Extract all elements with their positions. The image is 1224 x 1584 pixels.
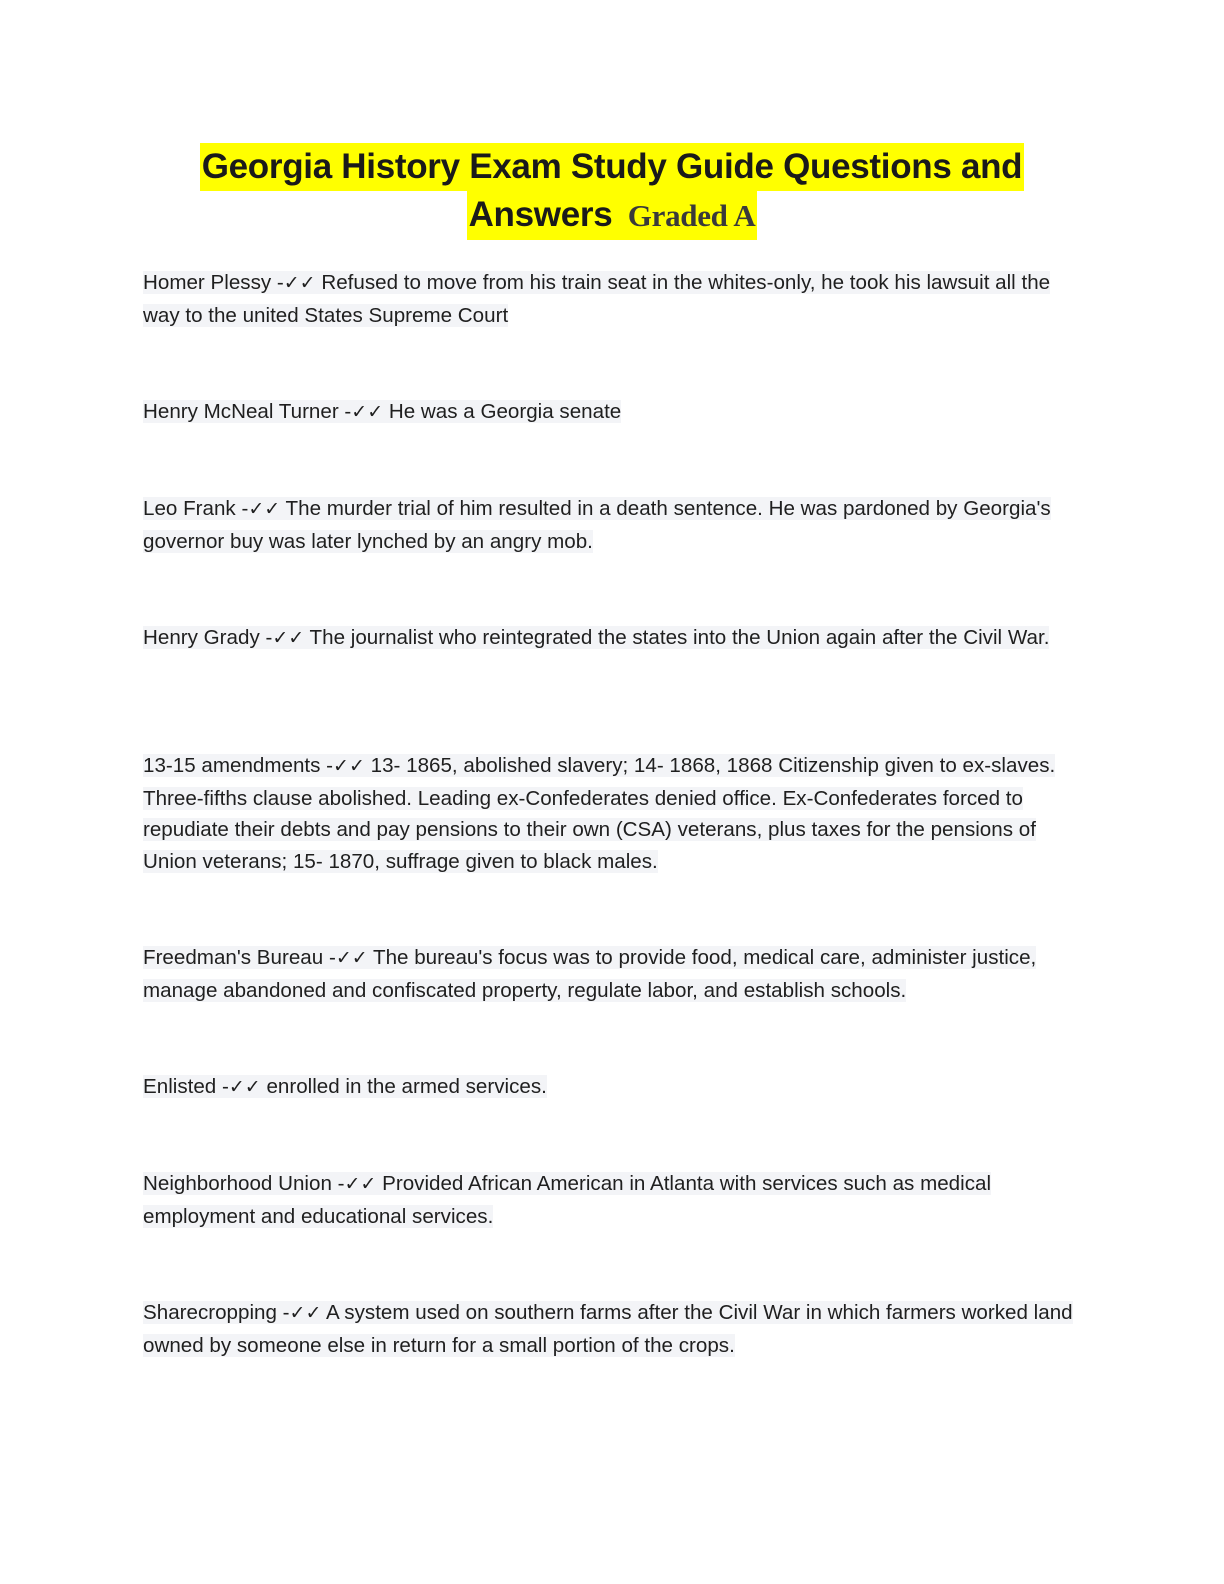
check-mark-icon: ✓✓ <box>289 1302 322 1324</box>
check-mark-icon: ✓✓ <box>351 401 384 423</box>
check-mark-icon: ✓✓ <box>283 272 316 294</box>
entry-term: Sharecropping <box>143 1301 277 1324</box>
entry-definition: The bureau's focus was to provide food, medical care, administer justice, manage abandoned and confiscated property, regulate labor, and establish schools. <box>143 946 1037 1002</box>
entry-separator: - <box>320 754 334 777</box>
entry-text <box>143 1301 1073 1357</box>
entry-definition: The journalist who reintegrated the states into the Union again after the Civil War. <box>309 626 1050 649</box>
entry-definition: A system used on southern farms after the Civil War in which farmers worked land owned by someone else in return for a small portion of the crops. <box>143 1301 1073 1357</box>
entry-text <box>143 946 1036 1002</box>
entry-text <box>143 754 1055 873</box>
check-mark-icon: ✓✓ <box>272 627 305 649</box>
entry-definition: 13- 1865, abolished slavery; 14- 1868, 1868 Citizenship given to ex-slaves. Three-fifths clause abolished. Leading ex-Confederates denied office. Ex-Confederates forced to repudiate their debts and pay pensions to their own (CSA) veterans, plus taxes for the pensions of Union veterans; 15- 1870, suffrage given to black males. <box>143 754 1056 873</box>
entry-henry-mcneal-turner <box>143 396 1073 429</box>
entry-separator: - <box>338 400 352 423</box>
entry-leo-frank <box>143 493 1073 557</box>
check-mark-icon: ✓✓ <box>344 1173 377 1195</box>
title-line-1: Georgia History Exam Study Guide Questions and <box>200 143 1025 191</box>
entry-term: Freedman's Bureau <box>143 946 324 969</box>
entry-henry-grady <box>143 622 1073 655</box>
entry-enlisted <box>143 1071 1073 1104</box>
entry-text <box>143 626 1049 649</box>
entry-separator: - <box>276 1301 290 1324</box>
entry-sharecropping <box>143 1297 1073 1361</box>
entry-freedmans-bureau <box>143 942 1073 1006</box>
check-mark-icon: ✓✓ <box>228 1076 261 1098</box>
entry-neighborhood-union <box>143 1168 1073 1232</box>
entry-homer-plessy <box>143 267 1073 331</box>
entry-text <box>143 1172 991 1228</box>
entry-13-15-amendments <box>143 750 1073 877</box>
entry-definition: The murder trial of him resulted in a death sentence. He was pardoned by Georgia's governor buy was later lynched by an angry mob. <box>143 497 1051 553</box>
entry-separator: - <box>271 271 284 294</box>
entry-text <box>143 497 1051 553</box>
entry-term: Leo Frank <box>143 497 236 520</box>
entry-definition: He was a Georgia senate <box>388 400 622 423</box>
entry-separator: - <box>331 1172 345 1195</box>
title-line-2-text: Answers <box>468 195 613 234</box>
entry-separator: - <box>235 497 249 520</box>
check-mark-icon: ✓✓ <box>248 498 281 520</box>
entry-definition: Provided African American in Atlanta with services such as medical employment and educational services. <box>143 1172 992 1228</box>
entry-definition: Refused to move from his train seat in the whites-only, he took his lawsuit all the way to the united States Supreme Court <box>143 271 1051 327</box>
entry-definition: enrolled in the armed services. <box>266 1075 547 1098</box>
entry-term: Henry Grady <box>143 626 260 649</box>
document-title <box>0 143 1224 240</box>
entry-term: Neighborhood Union <box>143 1172 332 1195</box>
entry-text <box>143 1075 547 1098</box>
entry-text <box>143 400 621 423</box>
check-mark-icon: ✓✓ <box>335 947 368 969</box>
entry-text <box>143 271 1050 327</box>
entry-separator: - <box>323 946 336 969</box>
entry-separator: - <box>216 1075 229 1098</box>
entry-term: Enlisted <box>143 1075 217 1098</box>
entry-term: 13-15 amendments <box>143 754 321 777</box>
entry-term: Homer Plessy <box>143 271 272 294</box>
entry-term: Henry McNeal Turner <box>143 400 339 423</box>
check-mark-icon: ✓✓ <box>333 755 365 777</box>
grade-label: Graded A <box>627 198 756 233</box>
entry-separator: - <box>259 626 273 649</box>
title-line-2 <box>467 191 758 240</box>
